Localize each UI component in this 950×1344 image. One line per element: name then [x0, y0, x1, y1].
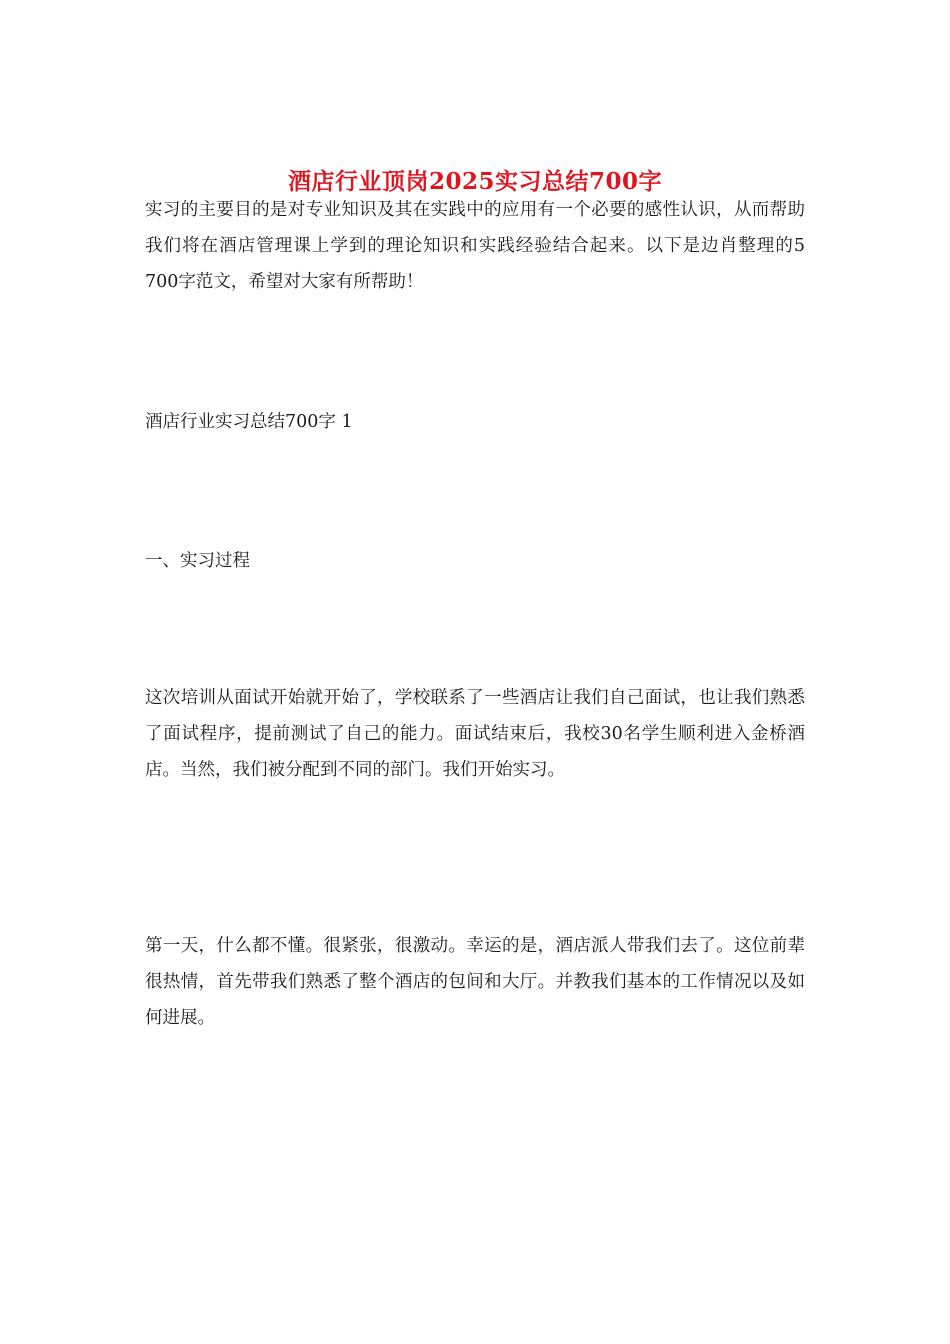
body-paragraph: 这次培训从面试开始就开始了，学校联系了一些酒店让我们自己面试，也让我们熟悉了面试程序，提前测试了自己的能力。面试结束后，我校30名学生顺利进入金桥酒店。当然，我们被分配到不同的部门。我们开始实习。 [145, 688, 805, 780]
section-heading: 酒店行业实习总结700字 1 [145, 412, 353, 432]
intro-paragraph: 实习的主要目的是对专业知识及其在实践中的应用有一个必要的感性认识，从而帮助我们将在酒店管理课上学到的理论知识和实践经验结合起来。以下是边肖整理的5 700字范文，希望对大家有所帮助！ [145, 200, 805, 292]
body-paragraph: 第一天，什么都不懂。很紧张，很激动。幸运的是，酒店派人带我们去了。这位前辈很热情，首先带我们熟悉了整个酒店的包间和大厅。并教我们基本的工作情况以及如何进展。 [145, 936, 805, 1028]
subheading-internship-process: 一、实习过程 [145, 551, 250, 571]
document-title: 酒店行业顶岗2025实习总结700字 [287, 168, 663, 196]
